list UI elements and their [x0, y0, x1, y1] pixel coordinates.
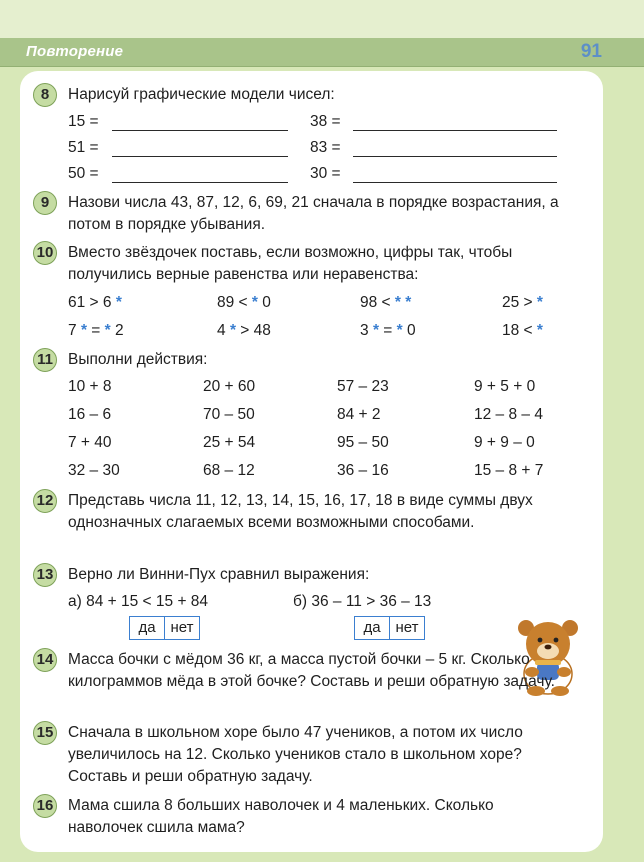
star-icon: *: [229, 322, 236, 339]
page-header: [0, 38, 644, 67]
page-number: 91: [580, 41, 602, 62]
expression: 36 – 16: [337, 462, 389, 479]
star-icon: *: [372, 322, 379, 339]
task-8-left-2: 51 =: [68, 139, 99, 156]
top-margin: [0, 0, 644, 38]
equality-1: 7 * = * 2: [68, 322, 124, 339]
expression: 15 – 8 + 7: [474, 462, 544, 479]
inequality-6: 18 < *: [502, 322, 543, 339]
task-13-number: 13: [33, 563, 57, 587]
no-option[interactable]: нет: [389, 617, 424, 639]
star-icon: *: [394, 294, 401, 311]
expression: 32 – 30: [68, 462, 120, 479]
answer-choice-a: [129, 616, 200, 640]
expression: 70 – 50: [203, 406, 255, 423]
expression: 57 – 23: [337, 378, 389, 395]
answer-line[interactable]: [353, 182, 557, 183]
task-9-number: 9: [33, 191, 57, 215]
task-8-number: 8: [33, 83, 57, 107]
expression: 84 + 2: [337, 406, 381, 423]
expression: 7 + 40: [68, 434, 112, 451]
star-icon: *: [536, 294, 543, 311]
expression: 20 + 60: [203, 378, 256, 395]
task-10-number: 10: [33, 241, 57, 265]
expression: 9 + 9 – 0: [474, 434, 535, 451]
star-icon: *: [396, 322, 403, 339]
answer-line[interactable]: [112, 156, 288, 157]
expression: 16 – 6: [68, 406, 112, 423]
expression: 68 – 12: [203, 462, 255, 479]
task-16-number: 16: [33, 794, 57, 818]
expression: 12 – 8 – 4: [474, 406, 543, 423]
task-12-number: 12: [33, 489, 57, 513]
answer-line[interactable]: [353, 156, 557, 157]
task-12-text: Представь числа 11, 12, 13, 14, 15, 16, 17, 18 в виде суммы двух однозначных слагаемых всеми возможными способами.: [68, 492, 533, 531]
inequality-3: 98 < * *: [360, 294, 412, 311]
task-14-text: Масса бочки с мёдом 36 кг, а масса пустой бочки – 5 кг. Сколько килограммов мёда в этой бочке? Составь и реши обратную задачу.: [68, 651, 555, 690]
yes-option[interactable]: да: [363, 619, 381, 636]
task-9-text: Назови числа 43, 87, 12, 6, 69, 21 сначала в порядке возрастания, а потом в порядке убывания.: [68, 194, 559, 233]
expression: 10 + 8: [68, 378, 112, 395]
task-13-prompt: Верно ли Винни-Пух сравнил выражения:: [68, 566, 370, 583]
task-11-prompt: Выполни действия:: [68, 351, 208, 368]
task-15-text: Сначала в школьном хоре было 47 учеников, а потом их число увеличилось на 12. Сколько учеников стало в школьном хоре? Составь и реши обратную задачу.: [68, 724, 523, 785]
section-title: Повторение: [26, 43, 124, 60]
comparison-a: а) 84 + 15 < 15 + 84: [68, 593, 209, 610]
task-14-number: 14: [33, 648, 57, 672]
task-8-right-2: 83 =: [310, 139, 341, 156]
task-8-left-1: 15 =: [68, 113, 99, 130]
task-8-left-3: 50 =: [68, 165, 99, 182]
star-icon: *: [405, 294, 412, 311]
inequality-1: 61 > 6 *: [68, 294, 122, 311]
star-icon: *: [115, 294, 122, 311]
answer-line[interactable]: [112, 182, 288, 183]
task-11-number: 11: [33, 348, 57, 372]
inequality-4: 25 > *: [502, 294, 543, 311]
star-icon: *: [80, 322, 87, 339]
task-16-text: Мама сшила 8 больших наволочек и 4 маленьких. Сколько наволочек сшила мама?: [68, 797, 494, 836]
yes-option[interactable]: да: [138, 619, 156, 636]
no-option[interactable]: нет: [164, 617, 199, 639]
exercise-panel: [20, 71, 603, 852]
task-10-text: Вместо звёздочек поставь, если возможно, цифры так, чтобы получились верные равенства или неравенства:: [68, 244, 513, 283]
star-icon: *: [104, 322, 111, 339]
star-icon: *: [536, 322, 543, 339]
star-icon: *: [251, 294, 258, 311]
equality-2: 3 * = * 0: [360, 322, 416, 339]
answer-line[interactable]: [353, 130, 557, 131]
expression: 9 + 5 + 0: [474, 378, 536, 395]
expression: 25 + 54: [203, 434, 256, 451]
task-8-right-3: 30 =: [310, 165, 341, 182]
task-8-right-1: 38 =: [310, 113, 341, 130]
comparison-b: б) 36 – 11 > 36 – 13: [293, 593, 432, 610]
answer-line[interactable]: [112, 130, 288, 131]
answer-choice-b: [354, 616, 425, 640]
expression: 95 – 50: [337, 434, 389, 451]
inequality-2: 89 < * 0: [217, 294, 271, 311]
task-15-number: 15: [33, 721, 57, 745]
inequality-5: 4 * > 48: [217, 322, 271, 339]
task-8-prompt: Нарисуй графические модели чисел:: [68, 86, 335, 103]
